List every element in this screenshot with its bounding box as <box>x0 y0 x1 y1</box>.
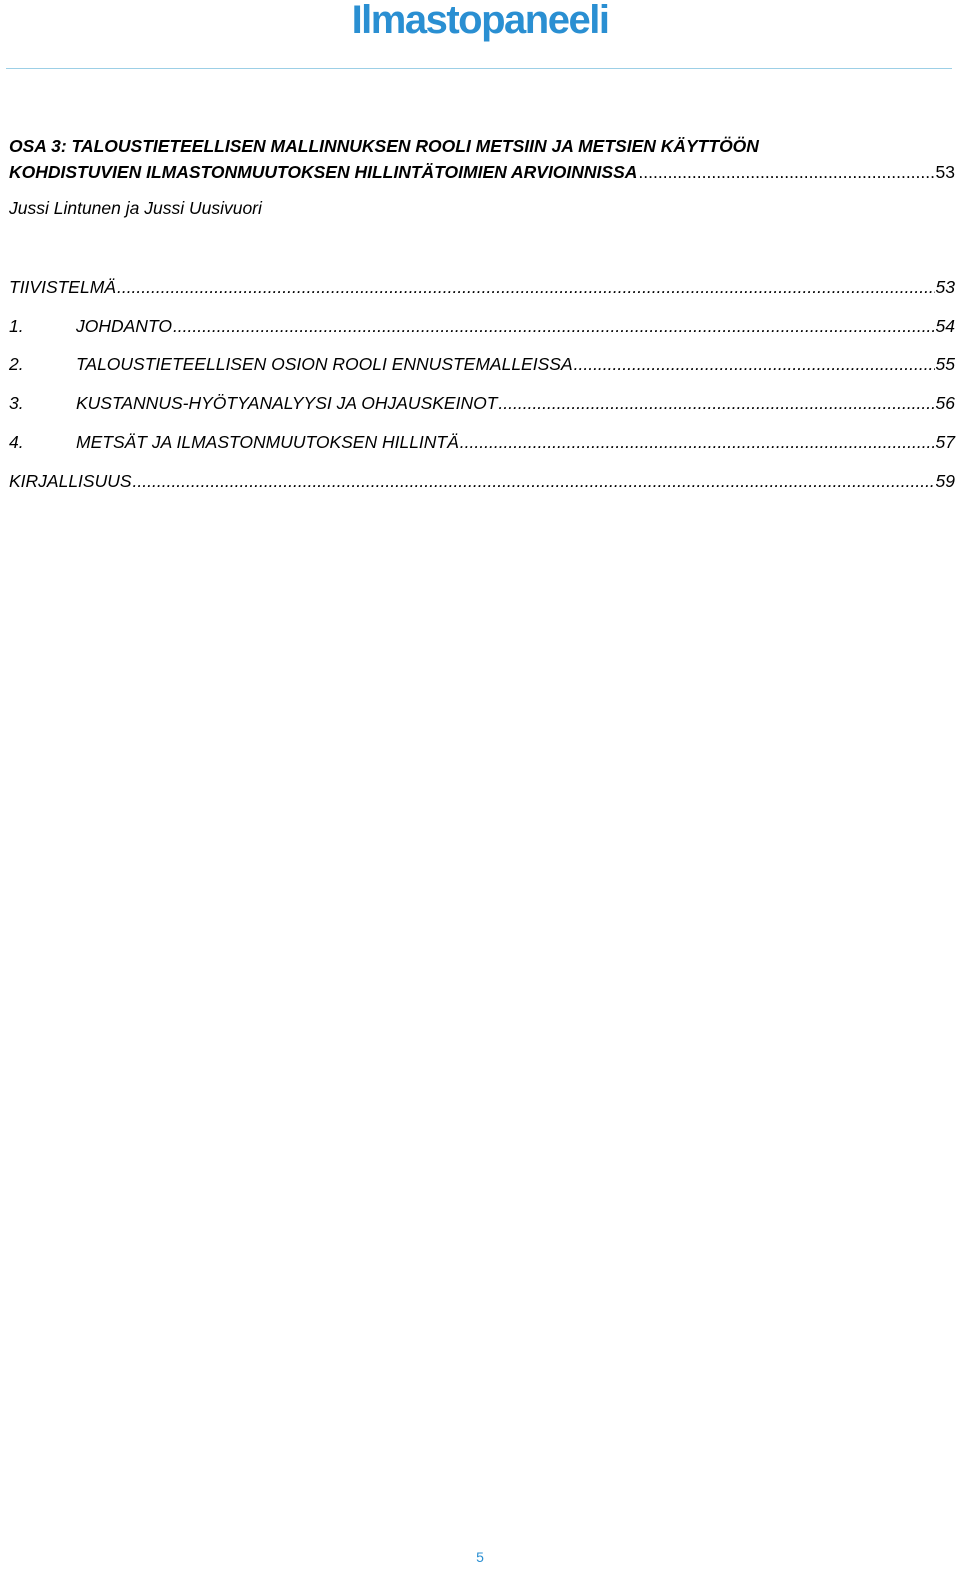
toc-number: 1. <box>9 316 24 336</box>
toc-entry-1[interactable] <box>9 315 955 337</box>
toc-title: KIRJALLISUUS <box>9 471 132 491</box>
toc-title: KUSTANNUS-HYÖTYANALYYSI JA OHJAUSKEINOT <box>76 393 498 413</box>
toc-entry-3[interactable] <box>9 392 955 414</box>
page-number: 53 <box>935 162 955 182</box>
authors: Jussi Lintunen ja Jussi Uusivuori <box>9 198 262 218</box>
toc-entry-2[interactable] <box>9 353 955 375</box>
toc-entry-4[interactable] <box>9 431 955 453</box>
toc-number: 4. <box>9 432 24 452</box>
part-heading <box>9 133 955 185</box>
footer-page-number: 5 <box>476 1549 484 1565</box>
toc-page: 59 <box>935 471 955 491</box>
dot-leader <box>173 315 935 337</box>
part-title-line-1: OSA 3: TALOUSTIETEELLISEN MALLINNUKSEN ROOLI METSIIN JA METSIEN KÄYTTÖÖN <box>9 136 759 156</box>
toc-title: METSÄT JA ILMASTONMUUTOKSEN HILLINTÄ <box>76 432 459 452</box>
header-divider <box>6 68 952 69</box>
dot-leader <box>638 159 934 185</box>
logo: Ilmastopaneeli <box>351 0 609 42</box>
toc-page: 57 <box>935 432 955 452</box>
toc-entry-tiivistelma[interactable] <box>9 276 955 298</box>
toc-number: 3. <box>9 393 24 413</box>
part-title-line-2[interactable] <box>9 159 955 185</box>
toc-title: TALOUSTIETEELLISEN OSION ROOLI ENNUSTEMALLEISSA <box>76 354 573 374</box>
toc-number: 2. <box>9 354 24 374</box>
dot-leader <box>117 276 935 298</box>
toc-page: 55 <box>935 354 955 374</box>
dot-leader <box>460 431 935 453</box>
dot-leader <box>498 392 934 414</box>
dot-leader <box>133 470 935 492</box>
toc-page: 56 <box>935 393 955 413</box>
toc-page: 53 <box>935 277 955 297</box>
toc-title: JOHDANTO <box>76 316 172 336</box>
dot-leader <box>574 353 935 375</box>
toc-entry-kirjallisuus[interactable] <box>9 470 955 492</box>
toc-page: 54 <box>935 316 955 336</box>
toc-title: TIIVISTELMÄ <box>9 277 116 297</box>
part-title-text: KOHDISTUVIEN ILMASTONMUUTOKSEN HILLINTÄTOIMIEN ARVIOINNISSA <box>9 162 638 182</box>
